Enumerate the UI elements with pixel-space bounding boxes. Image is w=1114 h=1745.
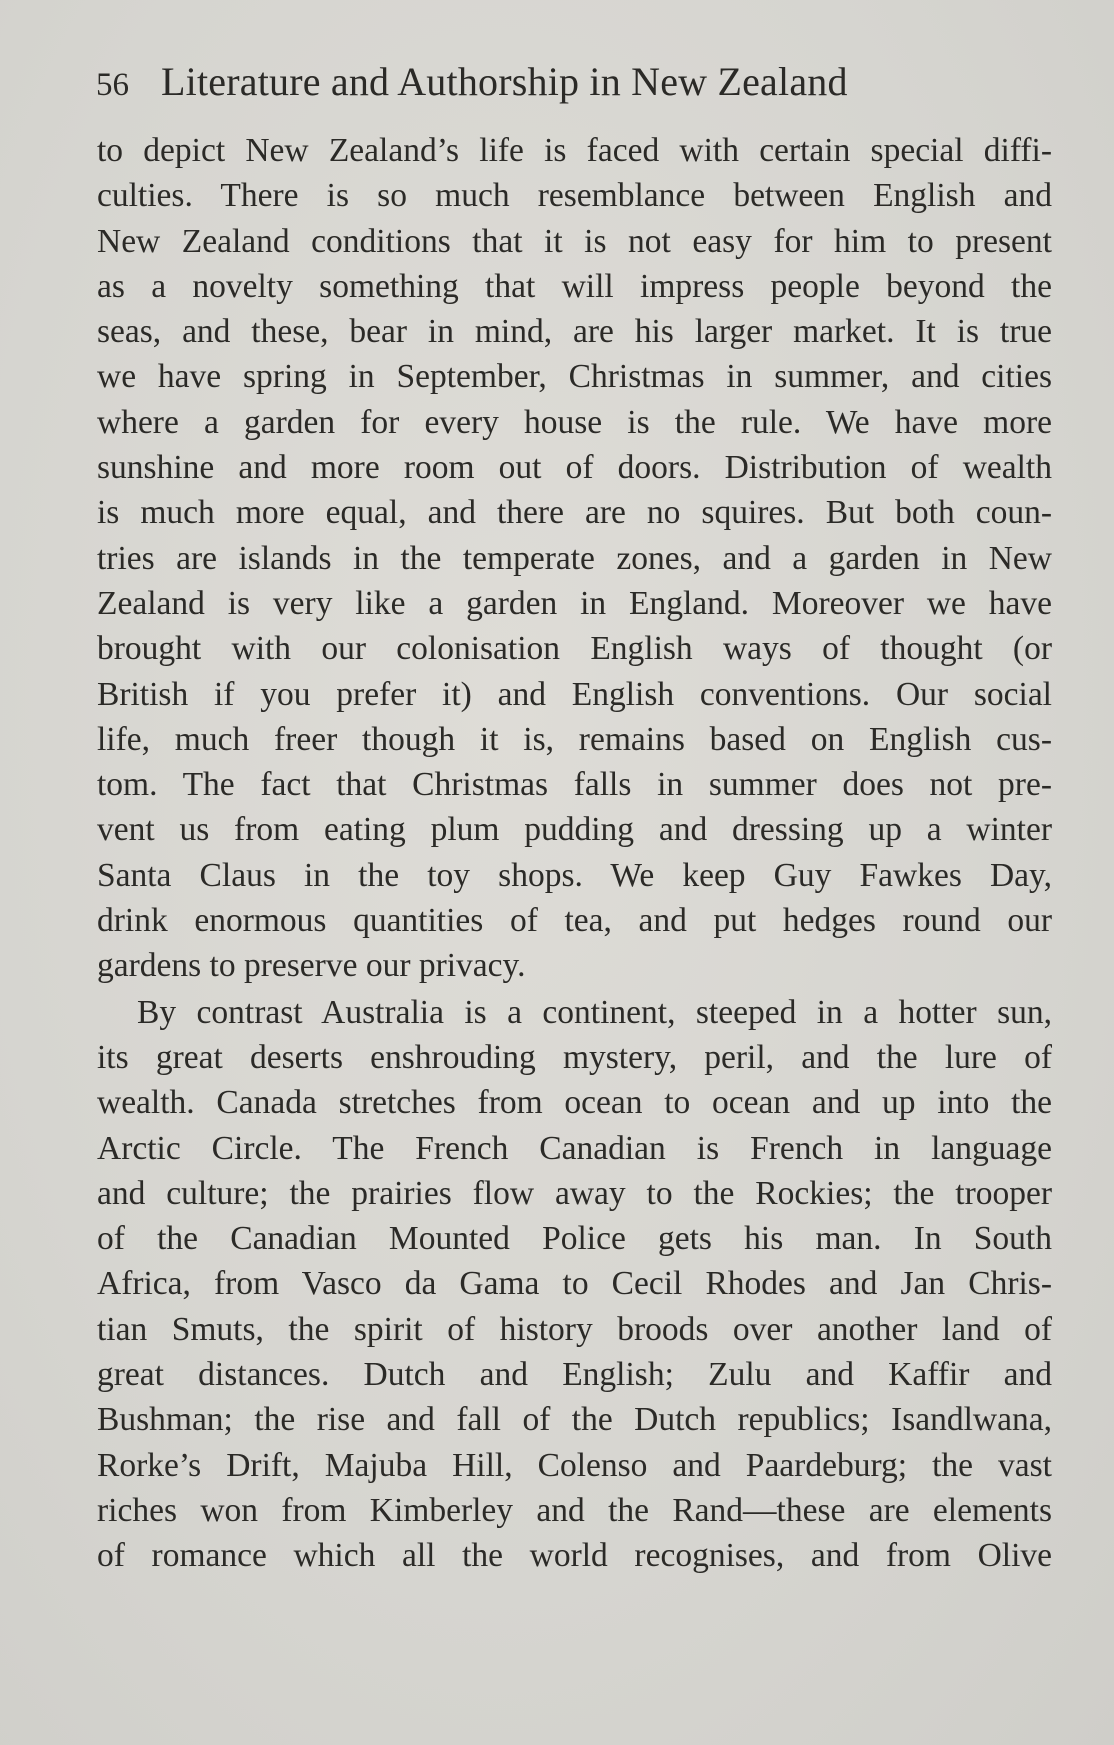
text-line: sunshine and more room out of doors. Distribution of wealth bbox=[97, 449, 1052, 487]
text-line: By contrast Australia is a continent, steeped in a hotter sun, bbox=[137, 993, 1052, 1031]
text-line: great distances. Dutch and English; Zulu and Kaffir and bbox=[97, 1356, 1052, 1394]
text-line: seas, and these, bear in mind, are his larger market. It is true bbox=[97, 313, 1052, 351]
page-number: 56 bbox=[96, 67, 129, 103]
text-line: drink enormous quantities of tea, and put hedges round our bbox=[97, 902, 1052, 940]
text-line: Africa, from Vasco da Gama to Cecil Rhodes and Jan Chris- bbox=[97, 1265, 1052, 1303]
paragraph-2 bbox=[97, 990, 1052, 1579]
text-line: Rorke’s Drift, Majuba Hill, Colenso and Paardeburg; the vast bbox=[97, 1446, 1052, 1484]
text-line: Bushman; the rise and fall of the Dutch republics; Isandlwana, bbox=[97, 1401, 1052, 1439]
text-line: brought with our colonisation English ways of thought (or bbox=[97, 630, 1052, 668]
text-line: as a novelty something that will impress people beyond the bbox=[97, 267, 1052, 305]
text-line: of romance which all the world recognises, and from Olive bbox=[97, 1537, 1052, 1575]
text-line: its great deserts enshrouding mystery, peril, and the lure of bbox=[97, 1038, 1052, 1076]
text-line: tom. The fact that Christmas falls in summer does not pre- bbox=[97, 766, 1052, 804]
text-line: British if you prefer it) and English conventions. Our social bbox=[97, 675, 1052, 713]
text-line: culties. There is so much resemblance between English and bbox=[97, 177, 1052, 215]
text-line: we have spring in September, Christmas in summer, and cities bbox=[97, 358, 1052, 396]
text-line: Zealand is very like a garden in England. Moreover we have bbox=[97, 584, 1052, 622]
text-line: is much more equal, and there are no squires. But both coun- bbox=[97, 494, 1052, 532]
text-line: wealth. Canada stretches from ocean to ocean and up into the bbox=[97, 1084, 1052, 1122]
paragraph-1 bbox=[97, 128, 1052, 989]
text-line: New Zealand conditions that it is not easy for him to present bbox=[97, 222, 1052, 260]
text-line: of the Canadian Mounted Police gets his man. In South bbox=[97, 1220, 1052, 1258]
text-line: gardens to preserve our privacy. bbox=[97, 947, 526, 985]
text-line: and culture; the prairies flow away to the Rockies; the trooper bbox=[97, 1174, 1052, 1212]
text-line: to depict New Zealand’s life is faced with certain special diffi- bbox=[97, 132, 1052, 169]
text-line: tian Smuts, the spirit of history broods over another land of bbox=[97, 1310, 1052, 1348]
running-title: Literature and Authorship in New Zealand bbox=[161, 59, 848, 104]
running-head bbox=[96, 58, 1056, 118]
text-line: vent us from eating plum pudding and dressing up a winter bbox=[97, 811, 1052, 849]
text-line: riches won from Kimberley and the Rand—these are elements bbox=[97, 1491, 1052, 1529]
text-line: where a garden for every house is the rule. We have more bbox=[97, 403, 1052, 441]
text-line: Santa Claus in the toy shops. We keep Guy Fawkes Day, bbox=[97, 856, 1052, 894]
text-line: tries are islands in the temperate zones, and a garden in New bbox=[97, 539, 1052, 577]
text-line: Arctic Circle. The French Canadian is French in language bbox=[97, 1129, 1052, 1167]
body-text bbox=[97, 128, 1052, 1579]
text-line: life, much freer though it is, remains based on English cus- bbox=[97, 720, 1052, 758]
